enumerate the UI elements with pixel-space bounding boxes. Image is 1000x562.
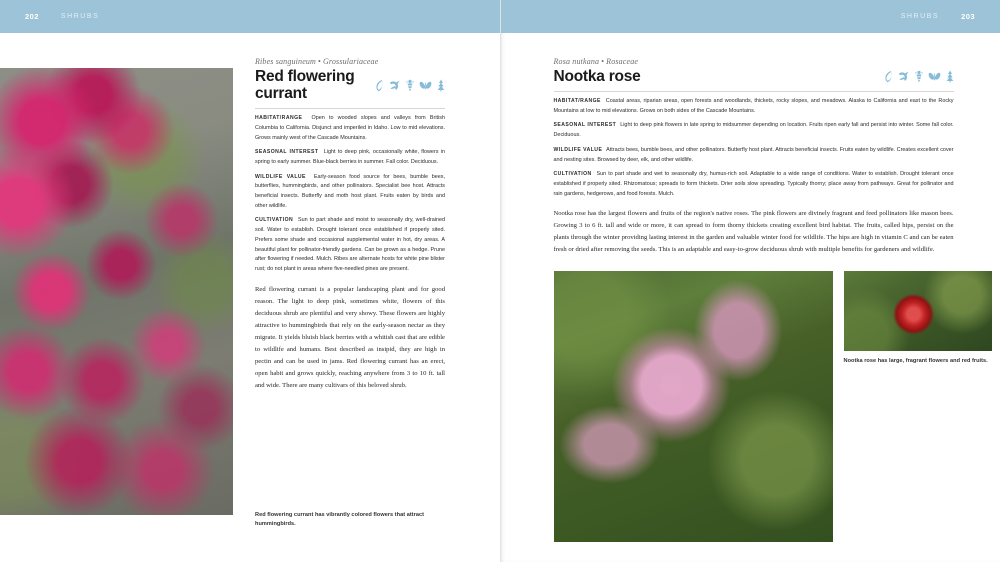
left-title-row: [255, 68, 445, 102]
right-fact-wildlife-label: WILDLIFE VALUE: [553, 146, 603, 153]
left-fact-cultivation-text: Sun to part shade and moist to seasonally dry, well-drained soil. Water to establish. Drought tolerant once established if properly sited. Prefers some shade and occasional supplemental water in hot, dry areas. A beautiful plant for pollinator-friendly gardens. Can be grown as a hedge. Prune after flowering if needed. Mulch. Ribes are alternate hosts for white pine blister rust; do not plant in areas where five-needled pines are present.: [255, 217, 445, 272]
right-fact-seasonal: [554, 121, 954, 140]
left-folio: 202: [25, 12, 39, 21]
right-fact-cultivation-label: CULTIVATION: [553, 171, 592, 178]
right-binomial-line: [554, 57, 954, 66]
leaf-icon: [375, 79, 384, 92]
left-fact-cultivation-label: CULTIVATION: [255, 217, 294, 224]
right-fact-seasonal-label: SEASONAL INTEREST: [553, 122, 617, 129]
left-running-head: [0, 0, 500, 33]
left-fact-wildlife: [255, 173, 445, 212]
right-fact-seasonal-text: Light to deep pink flowers in late spring to midsummer depending on location. Fruits ripen early fall and persist into winter. Some fall color. Deciduous.: [553, 122, 954, 139]
right-name-separator: •: [601, 57, 605, 66]
red-flowering-currant-photo: [0, 68, 233, 515]
right-fact-wildlife: [554, 146, 954, 165]
left-title-rule: [255, 108, 445, 109]
right-fact-habitat-text: Coastal areas, riparian areas, open forests and woodlands, thickets, rocky slopes, and meadows. Alaska to California and east to the Rocky Mountains at low to mid elevations. Grows on both sides of the Cascade Mountains.: [553, 98, 954, 114]
right-photo-caption: Nootka rose has large, fragrant flowers and red fruits.: [843, 358, 988, 364]
right-scientific-name: Rosa nutkana: [553, 57, 600, 66]
right-folio: 203: [961, 12, 975, 21]
hummingbird-icon: [898, 70, 910, 83]
right-family-name: Rosaceae: [606, 57, 639, 66]
left-fact-cultivation: [255, 216, 445, 274]
left-fact-wildlife-label: WILDLIFE VALUE: [255, 173, 306, 180]
nootka-rose-flower-image: [554, 271, 833, 542]
right-title-row: [554, 68, 954, 85]
left-fact-seasonal-text: Light to deep pink, occasionally white, flowers in spring to early summer. Blue-black berries in summer. Fall color. Deciduous.: [255, 149, 445, 165]
right-icon-row: [884, 70, 954, 83]
left-name-separator: •: [318, 57, 321, 66]
right-common-name: Nootka rose: [553, 68, 641, 85]
conifer-icon: [946, 70, 954, 83]
left-fact-wildlife-text: Early-season food source for bees, bumble bees, butterflies, hummingbirds, and other pollinators. Specialist bee host. Attracts beneficial insects. Butterfly and moth host plant. Fruits eaten by birds and other wildlife.: [255, 173, 445, 209]
right-page: [500, 0, 1000, 562]
left-common-name: Red flowering currant: [255, 68, 355, 103]
nootka-rose-flower-photo: [554, 271, 833, 542]
right-fact-habitat-label: HABITAT/RANGE: [553, 98, 601, 105]
right-fact-cultivation-text: Sun to part shade and wet to seasonally dry, humus-rich soil. Adaptable to a wide range of conditions. Water to establish. Drought tolerant once established if properly sited. Rhizomatous; spreads to form thickets. Drier soils slow spreading. Typically thorny; place away from pathways. Great for pollinator and rain gardens, hedgerows, and food forests. Mulch.: [553, 171, 954, 197]
right-text-column: [554, 57, 954, 256]
butterfly-icon: [928, 71, 941, 83]
bee-icon: [406, 79, 414, 92]
left-text-column: [255, 57, 445, 392]
right-section-name: SHRUBS: [900, 13, 940, 20]
right-fact-wildlife-text: Attracts bees, bumble bees, and other pollinators. Butterfly host plant. Attracts beneficial insects. Fruits eaten by wildlife. Creates excellent cover and nesting sites. Browsed by deer, elk, and other wildlife.: [553, 146, 954, 163]
right-fact-habitat: [554, 97, 954, 116]
currant-photo-image: [0, 68, 233, 515]
left-fact-seasonal: [255, 148, 445, 167]
left-icon-row: [375, 79, 445, 92]
right-title-rule: [554, 91, 954, 92]
left-binomial-line: [255, 57, 445, 66]
right-running-head: [501, 0, 1000, 33]
hummingbird-icon: [389, 79, 401, 92]
left-family-name: Grossulariaceae: [322, 57, 379, 66]
bee-icon: [915, 70, 923, 83]
nootka-rose-hip-photo: [844, 271, 992, 351]
right-body-paragraph: Nootka rose has the largest flowers and fruits of the region's native roses. The pink flowers are divinely fragrant and feed pollinators like mason bees. Growing 3 to 6 ft. tall and wide or more, it can spread to form thorny thickets creating excellent bird habitat. The fruits, called hips, persist on the plants through the winter providing lasting interest in the garden and valuable winter food for wildlife. The hips are high in vitamin C and can be eaten fresh or dried after removing the seeds. This is an adaptable and easy-to-grow deciduous shrub with multiple benefits for gardeners and wildlife.: [553, 210, 954, 254]
left-fact-habitat-text: Open to wooded slopes and valleys from British Columbia to California. Disjunct and imperiled in Idaho. Low to mid elevations. Grows mainly west of the Cascade Mountains.: [255, 115, 445, 141]
right-fact-cultivation: [554, 170, 954, 199]
butterfly-icon: [419, 80, 432, 92]
left-section-name: SHRUBS: [60, 13, 100, 20]
leaf-icon: [884, 70, 893, 83]
left-photo-caption: Red flowering currant has vibrantly colored flowers that attract hummingbirds.: [255, 512, 425, 528]
conifer-icon: [437, 79, 445, 92]
left-fact-habitat-label: HABITAT/RANGE: [255, 115, 303, 122]
left-fact-seasonal-label: SEASONAL INTEREST: [255, 149, 319, 156]
left-fact-habitat: [255, 114, 445, 143]
left-body-paragraph: Red flowering currant is a popular landscaping plant and for good reason. The light to deep pink, sometimes white, flowers of this deciduous shrub are plentiful and very showy. These flowers are highly attractive to hummingbirds that rely on the early-season nectar as they migrate. It yields bluish black berries with a whitish cast that are edible to wildlife and humans. Best described as insipid, they are high in pectin and can be used in jams. Red flowering currant has an erect, open habit and grows quickly, reaching anywhere from 3 to 10 ft. tall and wide. There are many cultivars of this beloved shrub.: [255, 285, 445, 389]
left-scientific-name: Ribes sanguineum: [255, 57, 316, 66]
nootka-rose-hip-image: [844, 271, 992, 351]
